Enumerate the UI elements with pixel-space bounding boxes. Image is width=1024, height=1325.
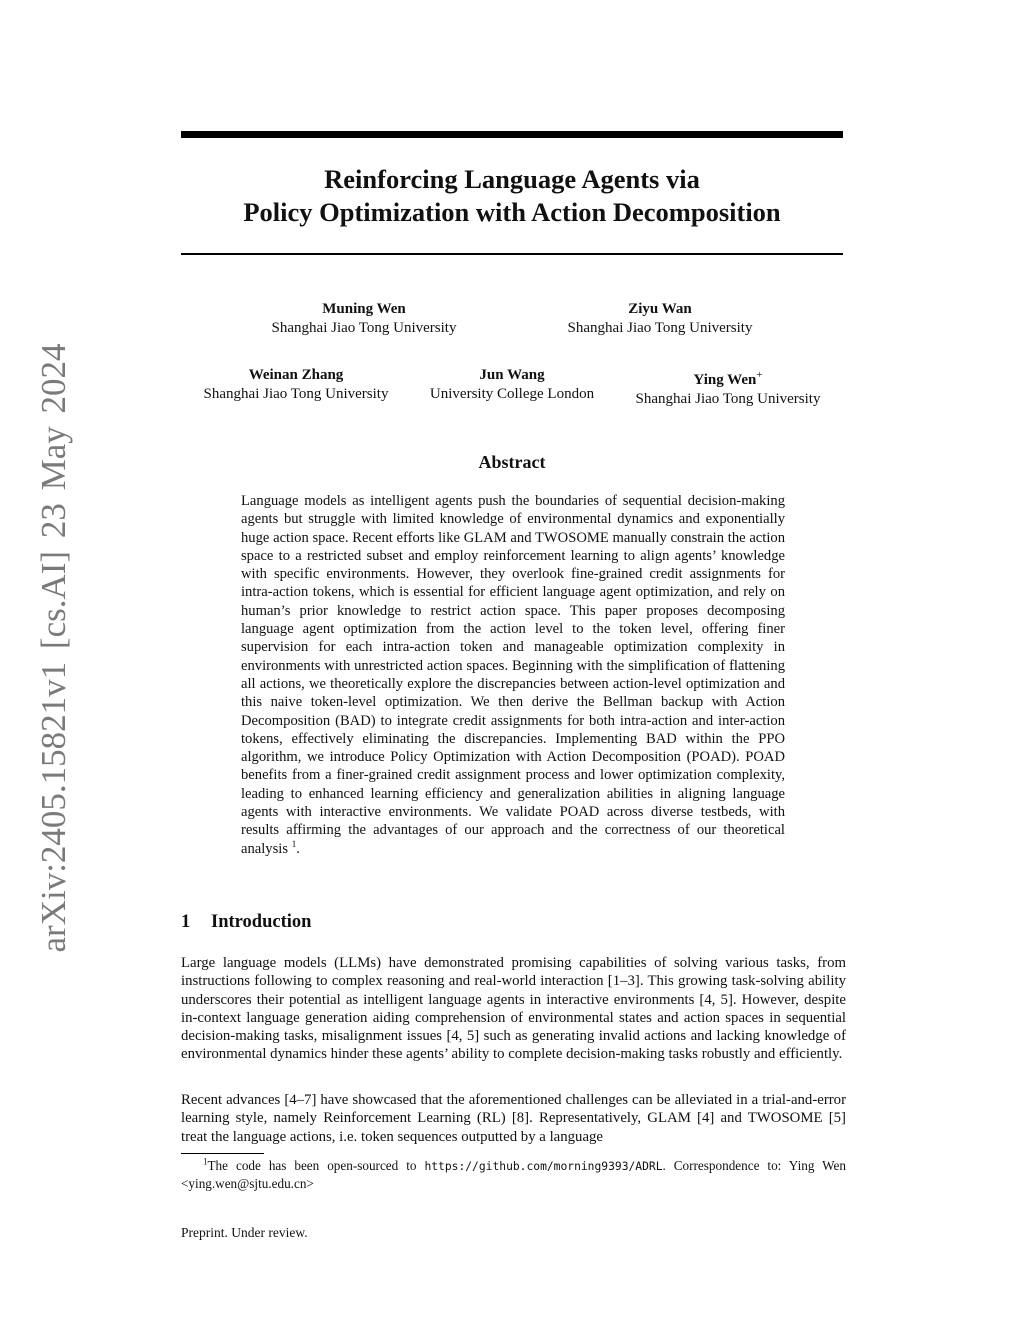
section-title: Introduction [211, 912, 312, 932]
author-affiliation: Shanghai Jiao Tong University [271, 320, 457, 336]
author-block [193, 366, 399, 404]
abstract-text [241, 492, 785, 858]
corresponding-author-marker: + [756, 369, 763, 381]
title-top-rule [181, 131, 843, 138]
body-paragraph: Large language models (LLMs) have demonstrated promising capabilities of solving various tasks, from instructions following to complex reasoning and real-world interaction [1–3]. This growing task-solving ability underscores their potential as intelligent language agents in interactive environments [4, 5]. However, despite in-context language generation aiding comprehension of environmental states and action spaces in sequential decision-making tasks, misalignment issues [4, 5] such as generating invalid actions and lacking knowledge of environmental dynamics hinder these agents’ ability to complete decision-making tasks robustly and efficiently. [181, 955, 846, 1063]
section-heading [181, 910, 311, 934]
author-name: Weinan Zhang [248, 367, 344, 383]
paper-title [181, 163, 843, 229]
footnote [181, 1157, 846, 1192]
footnote-correspondence: . Correspondence to: Ying Wen <ying.wen@sjtu.edu.cn> [181, 1158, 847, 1191]
preprint-note: Preprint. Under review. [181, 1225, 308, 1240]
author-block [557, 300, 763, 338]
footnote-reference: 1 [291, 838, 297, 849]
title-bottom-rule [181, 253, 843, 255]
author-block [625, 366, 831, 409]
author-affiliation: Shanghai Jiao Tong University [203, 386, 389, 402]
section-number: 1 [181, 912, 191, 932]
footnote-rule [181, 1153, 264, 1154]
author-block [420, 366, 604, 404]
arxiv-identifier: arXiv:2405.15821v1 [cs.AI] 23 May 2024 [34, 343, 73, 953]
footnote-text: The code has been open-sourced to [207, 1158, 417, 1173]
title-line-2: Policy Optimization with Action Decomposition [243, 197, 781, 227]
author-affiliation: Shanghai Jiao Tong University [567, 320, 753, 336]
author-name: Muning Wen [322, 301, 406, 317]
author-name-text: Ying Wen [693, 372, 757, 388]
author-name: Jun Wang [479, 367, 545, 383]
footnote-mark: 1 [203, 1156, 208, 1167]
title-line-1: Reinforcing Language Agents via [324, 164, 700, 194]
author-name [625, 366, 831, 390]
author-affiliation: Shanghai Jiao Tong University [635, 391, 821, 407]
author-block [262, 300, 466, 338]
abstract-end-punctuation: . [296, 840, 300, 857]
body-paragraph: Recent advances [4–7] have showcased that the aforementioned challenges can be alleviated in a trial-and-error learning style, namely Reinforcement Learning (RL) [8]. Representatively, GLAM [4] and TWOSOME [5] treat the language actions, i.e. token sequences outputted by a language [181, 1092, 846, 1145]
author-name: Ziyu Wan [628, 301, 692, 317]
author-affiliation: University College London [429, 386, 595, 402]
code-repository-link[interactable]: https://github.com/morning9393/ADRL [424, 1160, 663, 1173]
abstract-body-text: Language models as intelligent agents push the boundaries of sequential decision-making agents but struggle with limited knowledge of environmental dynamics and exponentially huge action space. Recent efforts like GLAM and TWOSOME manually constrain the action space to a restricted subset and employ reinforcement learning to align agents’ knowledge with specific environments. However, they overlook fine-grained credit assignments for intra-action tokens, which is essential for efficient language agent optimization, and rely on human’s prior knowledge to restrict action space. This paper proposes decomposing language agent optimization from the action level to the token level, offering finer supervision for each intra-action token and manageable optimization complexity in environments with unrestricted action spaces. Beginning with the simplification of flattening all actions, we theoretically explore the discrepancies between action-level optimization and this naive token-level optimization. We then derive the Bellman backup with Action Decomposition (BAD) to integrate credit assignments for both intra-action and inter-action tokens, effectively eliminating the discrepancies. Implementing BAD within the PPO algorithm, we introduce Policy Optimization with Action Decomposition (POAD). POAD benefits from a finer-grained credit assignment process and lower optimization complexity, leading to enhanced learning efficiency and generalization abilities in aligning language agents with interactive environments. We validate POAD across diverse testbeds, with results affirming the advantages of our approach and the correctness of our theoretical analysis [241, 493, 785, 857]
abstract-heading: Abstract [478, 452, 546, 472]
